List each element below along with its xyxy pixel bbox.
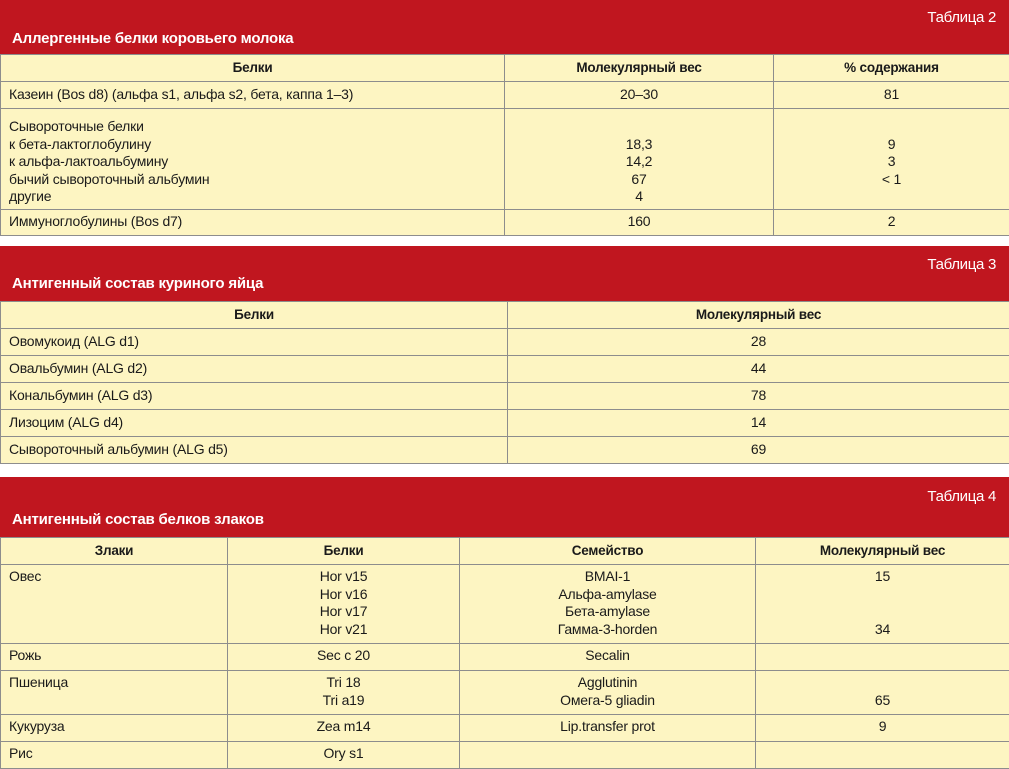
table4-header-row: [1, 538, 1009, 565]
table4-header-family: Семейство: [460, 538, 756, 565]
table4-number: Таблица 4: [927, 488, 996, 505]
protein-line: Tri 18: [234, 674, 453, 692]
molecular-weight: 14: [508, 410, 1009, 437]
family-line: Agglutinin: [466, 674, 749, 692]
weight-line: 14,2: [511, 153, 767, 171]
molecular-weight: [756, 671, 1009, 715]
table3-header-weight: Молекулярный вес: [508, 302, 1009, 329]
table3-title: Антигенный состав куриного яйца: [12, 275, 263, 292]
weight-line: 15: [762, 568, 1003, 586]
weight-line: 34: [762, 621, 1003, 639]
table4-header-grains: Злаки: [1, 538, 228, 565]
table-row: [1, 109, 1009, 210]
molecular-weight: 20–30: [505, 82, 774, 109]
grain-name: Кукуруза: [1, 715, 228, 742]
table2-header-row: [1, 55, 1009, 82]
table2: [0, 54, 1009, 236]
protein-name: [1, 109, 505, 210]
protein-name: Сывороточный альбумин (ALG d5): [1, 437, 508, 464]
molecular-weight: [756, 565, 1009, 644]
protein-list: Zea m14: [228, 715, 460, 742]
protein-line: бычий сывороточный альбумин: [9, 171, 498, 189]
protein-line: Сывороточные белки: [9, 118, 498, 136]
table3-header-proteins: Белки: [1, 302, 508, 329]
family-list: [460, 565, 756, 644]
protein-line: Hor v15: [234, 568, 453, 586]
table3-banner: [0, 246, 1009, 301]
table-row: [1, 356, 1009, 383]
weight-line: [762, 674, 1003, 692]
table-row: [1, 329, 1009, 356]
table2-header-weight: Молекулярный вес: [505, 55, 774, 82]
table-row: [1, 209, 1009, 235]
protein-line: к бета-лактоглобулину: [9, 136, 498, 154]
table-row: [1, 671, 1009, 715]
molecular-weight: 69: [508, 437, 1009, 464]
table2-header-proteins: Белки: [1, 55, 505, 82]
family-list: Lip.transfer prot: [460, 715, 756, 742]
table4-banner: [0, 477, 1009, 537]
molecular-weight: 78: [508, 383, 1009, 410]
weight-line: 65: [762, 692, 1003, 710]
table3-header-row: [1, 302, 1009, 329]
table-row: [1, 437, 1009, 464]
weight-line: 4: [511, 188, 767, 206]
table3-number: Таблица 3: [927, 256, 996, 273]
weight-line: 67: [511, 171, 767, 189]
molecular-weight: [505, 109, 774, 210]
molecular-weight: 160: [505, 209, 774, 235]
molecular-weight: 44: [508, 356, 1009, 383]
protein-line: Hor v17: [234, 603, 453, 621]
table2-title: Аллергенные белки коровьего молока: [12, 30, 293, 47]
grain-name: Пшеница: [1, 671, 228, 715]
family-line: Омега-5 gliadin: [466, 692, 749, 710]
table-row: [1, 410, 1009, 437]
family-list: Secalin: [460, 644, 756, 671]
molecular-weight: [756, 742, 1009, 769]
protein-name: Овомукоид (ALG d1): [1, 329, 508, 356]
table-row: [1, 565, 1009, 644]
weight-line: [762, 586, 1003, 604]
family-line: BMAI-1: [466, 568, 749, 586]
molecular-weight: 28: [508, 329, 1009, 356]
percent-content: 81: [774, 82, 1009, 109]
protein-line: Hor v21: [234, 621, 453, 639]
table2-number: Таблица 2: [927, 9, 996, 26]
molecular-weight: 9: [756, 715, 1009, 742]
family-line: Бета-amylase: [466, 603, 749, 621]
table-row: [1, 82, 1009, 109]
protein-line: Tri a19: [234, 692, 453, 710]
table4-title: Антигенный состав белков злаков: [12, 511, 264, 528]
weight-line: 18,3: [511, 136, 767, 154]
protein-list: Sec c 20: [228, 644, 460, 671]
table4-header-weight: Молекулярный вес: [756, 538, 1009, 565]
family-list: [460, 671, 756, 715]
table2-header-percent: % содержания: [774, 55, 1009, 82]
protein-list: Ory s1: [228, 742, 460, 769]
weight-line: [762, 603, 1003, 621]
protein-line: к альфа-лактоальбумину: [9, 153, 498, 171]
family-line: Гамма-3-horden: [466, 621, 749, 639]
protein-name: Овальбумин (ALG d2): [1, 356, 508, 383]
table-row: [1, 715, 1009, 742]
protein-list: [228, 565, 460, 644]
table4-header-proteins: Белки: [228, 538, 460, 565]
percent-content: 2: [774, 209, 1009, 235]
protein-line: другие: [9, 188, 498, 206]
table4: [0, 537, 1009, 769]
protein-list: [228, 671, 460, 715]
percent-line: < 1: [780, 171, 1003, 189]
table2-banner: [0, 0, 1009, 54]
grain-name: Овес: [1, 565, 228, 644]
table-row: [1, 383, 1009, 410]
grain-name: Рожь: [1, 644, 228, 671]
table3: [0, 301, 1009, 464]
percent-content: [774, 109, 1009, 210]
protein-name: Кональбумин (ALG d3): [1, 383, 508, 410]
family-list: [460, 742, 756, 769]
percent-line: 3: [780, 153, 1003, 171]
grain-name: Рис: [1, 742, 228, 769]
percent-line: 9: [780, 136, 1003, 154]
protein-line: Hor v16: [234, 586, 453, 604]
molecular-weight: [756, 644, 1009, 671]
family-line: Альфа-amylase: [466, 586, 749, 604]
protein-name: Лизоцим (ALG d4): [1, 410, 508, 437]
protein-name: Иммуноглобулины (Bos d7): [1, 209, 505, 235]
table-row: [1, 742, 1009, 769]
protein-name: Казеин (Bos d8) (альфа s1, альфа s2, бета, каппа 1–3): [1, 82, 505, 109]
table-row: [1, 644, 1009, 671]
